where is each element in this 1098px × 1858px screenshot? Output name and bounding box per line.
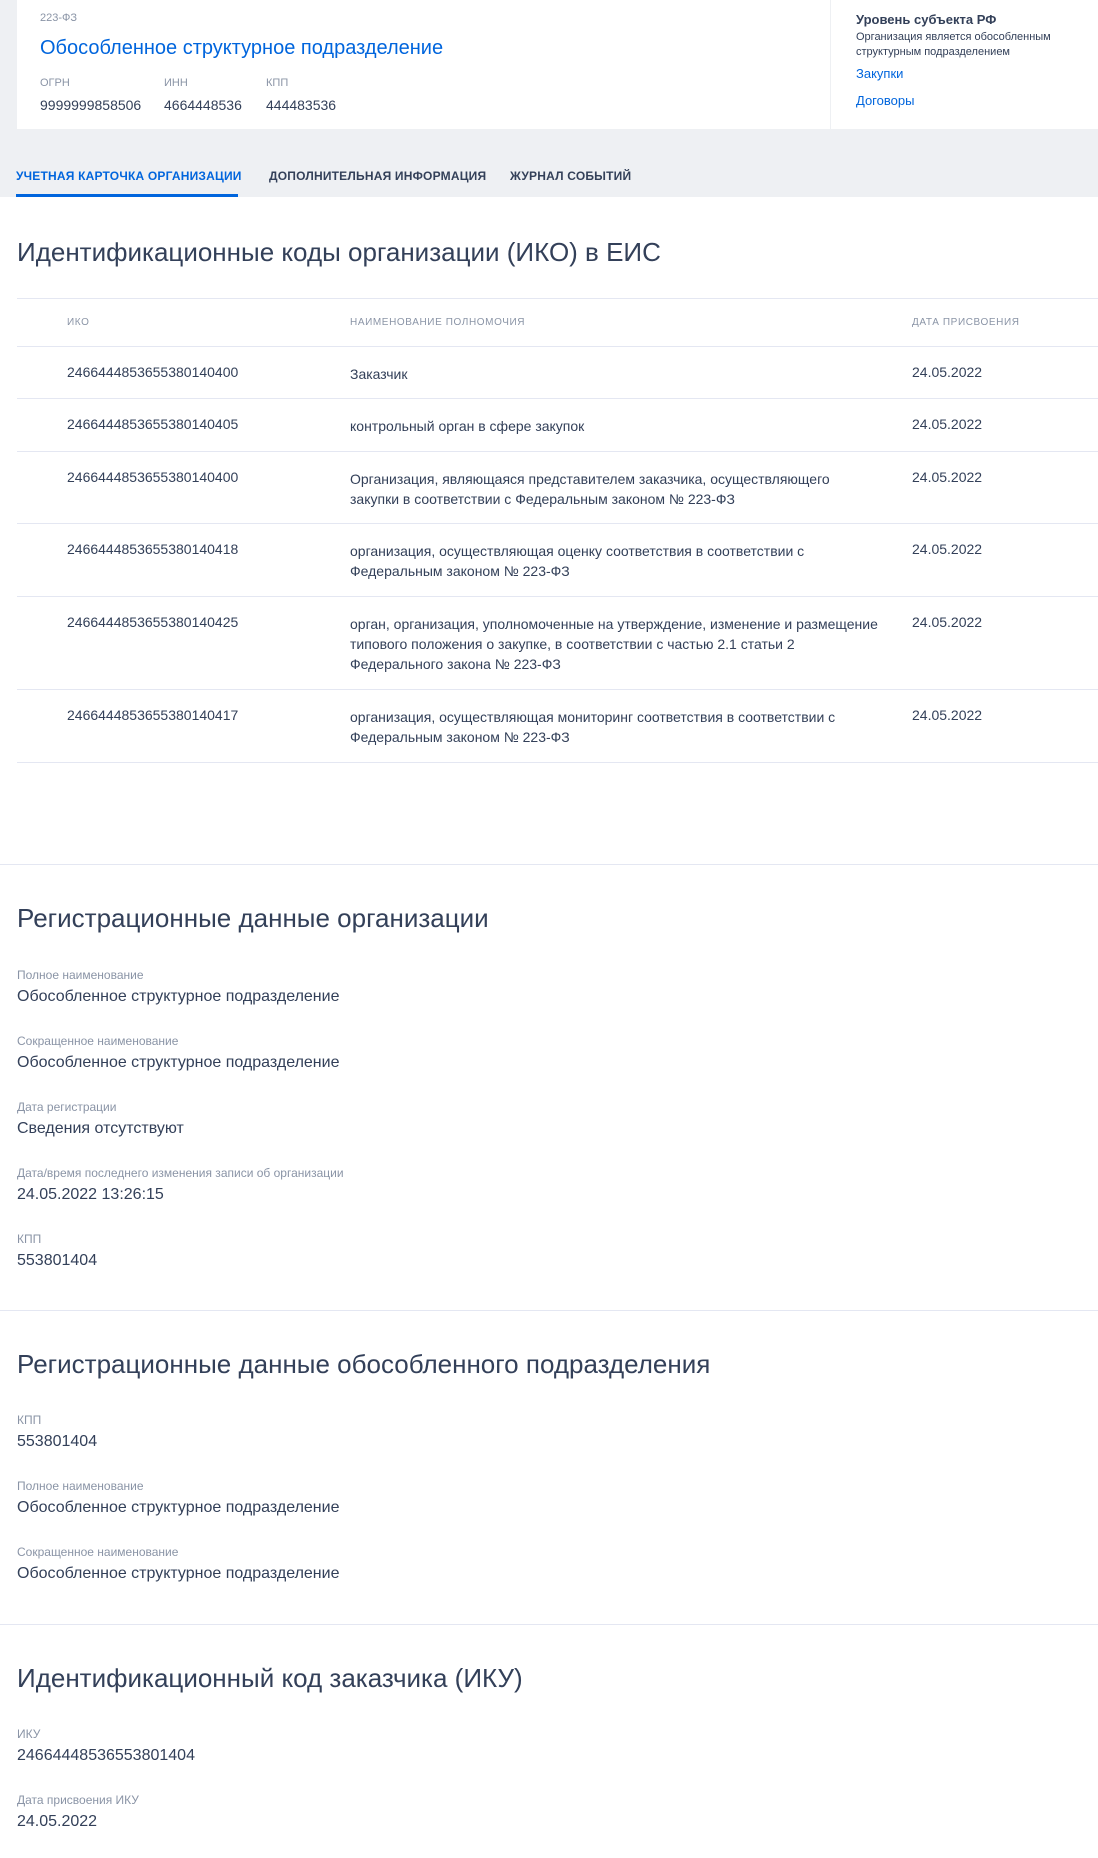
table-row [17, 399, 1098, 452]
iko-code: 246644485365538014040​0 [67, 364, 239, 380]
table-header [17, 298, 1098, 347]
reg-org-section-title: Регистрационные данные организации [17, 903, 489, 933]
tab-additional-info[interactable]: ДОПОЛНИТЕЛЬНАЯ ИНФОРМАЦИЯ [269, 169, 487, 183]
inn-label: ИНН [164, 77, 188, 89]
branch-kpp-value: 553801404 [17, 1433, 98, 1450]
authority-name: Заказчик [350, 366, 408, 382]
organization-card [17, 0, 830, 129]
iko-code: 2466444853655380140418 [67, 541, 239, 557]
tab-account-card[interactable]: УЧЕТНАЯ КАРТОЧКА ОРГАНИЗАЦИИ [16, 169, 242, 183]
assign-date: 24.05.2022 [912, 614, 983, 630]
column-header-date: ДАТА ПРИСВОЕНИЯ [912, 317, 1020, 328]
assign-date: 24.05.2022 [912, 469, 983, 485]
column-header-authority: НАИМЕНОВАНИЕ ПОЛНОМОЧИЯ [350, 317, 526, 328]
iku-date-value: 24.05.2022 [17, 1813, 98, 1830]
table-row [17, 524, 1098, 597]
table-row [17, 452, 1098, 524]
branch-full-name-label: Полное наименование [17, 1479, 144, 1493]
level-title: Уровень субъекта РФ [856, 12, 997, 27]
active-tab-indicator [16, 194, 238, 197]
authority-name: Организация, являющаяся представителем заказчика, осуществляющего закупки в соответствии с Федеральным законом № 223-ФЗ [350, 471, 830, 507]
law-label: 223-ФЗ [40, 12, 78, 24]
branch-kpp-label: КПП [17, 1413, 42, 1427]
purchases-link[interactable]: Закупки [856, 66, 904, 81]
inn-block [164, 77, 242, 113]
table-row [17, 690, 1098, 763]
branch-short-name-value: Обособленное структурное подразделение [17, 1565, 340, 1582]
iko-section-title: Идентификационные коды организации (ИКО) в ЕИС [17, 237, 661, 267]
ogrn-value: 9999999858506 [40, 97, 142, 113]
table-row [17, 347, 1098, 399]
ogrn-label: ОГРН [40, 77, 70, 89]
authority-name: контрольный орган в сфере закупок [350, 418, 585, 434]
iku-label: ИКУ [17, 1727, 41, 1741]
section-divider [0, 1310, 1098, 1311]
iko-table [17, 298, 1098, 763]
side-card [831, 0, 1098, 129]
kpp-value: 553801404 [17, 1252, 98, 1269]
branch-full-name-value: Обособленное структурное подразделение [17, 1499, 340, 1516]
authority-name: организация, осуществляющая оценку соответствия в соответствии с Федеральным законом № 223-ФЗ [350, 543, 805, 579]
short-name-label: Сокращенное наименование [17, 1034, 179, 1048]
inn-value: 4664448536 [164, 97, 242, 113]
last-change-value: 24.05.2022 13:26:15 [17, 1186, 164, 1203]
ogrn-block [40, 77, 141, 113]
kpp-value: 444483536 [266, 97, 337, 113]
last-change-label: Дата/время последнего изменения записи об организации [17, 1166, 344, 1180]
kpp-block [266, 77, 336, 113]
authority-name: орган, организация, уполномоченные на утверждение, изменение и размещение типового положения о закупке, в соответствии с частью 2.1 статьи 2 Федерального закона № 223-ФЗ [350, 616, 878, 672]
contracts-link[interactable]: Договоры [856, 93, 915, 108]
section-divider [0, 1624, 1098, 1625]
short-name-value: Обособленное структурное подразделение [17, 1054, 340, 1071]
assign-date: 24.05.2022 [912, 364, 983, 380]
kpp-label: КПП [266, 77, 289, 89]
assign-date: 24.05.2022 [912, 416, 983, 432]
full-name-value: Обособленное структурное подразделение [17, 988, 340, 1005]
iko-code: 2466444853655380140425 [67, 614, 239, 630]
tab-bar [0, 155, 1098, 197]
assign-date: 24.05.2022 [912, 541, 983, 557]
iko-code: 2466444853655380140405 [67, 416, 239, 432]
iko-code: 2466444853655380140400 [67, 469, 239, 485]
iku-value: 24664448536553801404 [17, 1747, 195, 1764]
assign-date: 24.05.2022 [912, 707, 983, 723]
iku-date-label: Дата присвоения ИКУ [17, 1793, 139, 1807]
kpp-label: КПП [17, 1232, 42, 1246]
level-description: Организация является обособленным структурным подразделением [856, 31, 1051, 58]
registration-date-value: Сведения отсутствуют [17, 1120, 184, 1137]
full-name-label: Полное наименование [17, 968, 144, 982]
reg-branch-section-title: Регистрационные данные обособленного подразделения [17, 1349, 711, 1379]
branch-short-name-label: Сокращенное наименование [17, 1545, 179, 1559]
section-divider [0, 864, 1098, 865]
tab-event-log[interactable]: ЖУРНАЛ СОБЫТИЙ [510, 169, 632, 183]
table-row [17, 597, 1098, 690]
column-header-iko: ИКО [67, 317, 90, 328]
authority-name: организация, осуществляющая мониторинг соответствия в соответствии с Федеральным законом № 223-ФЗ [350, 709, 836, 745]
organization-name-link[interactable]: Обособленное структурное подразделение [40, 37, 444, 59]
iko-code: 2466444853655380140417 [67, 707, 239, 723]
registration-date-label: Дата регистрации [17, 1100, 117, 1114]
iku-section-title: Идентификационный код заказчика (ИКУ) [17, 1663, 523, 1693]
